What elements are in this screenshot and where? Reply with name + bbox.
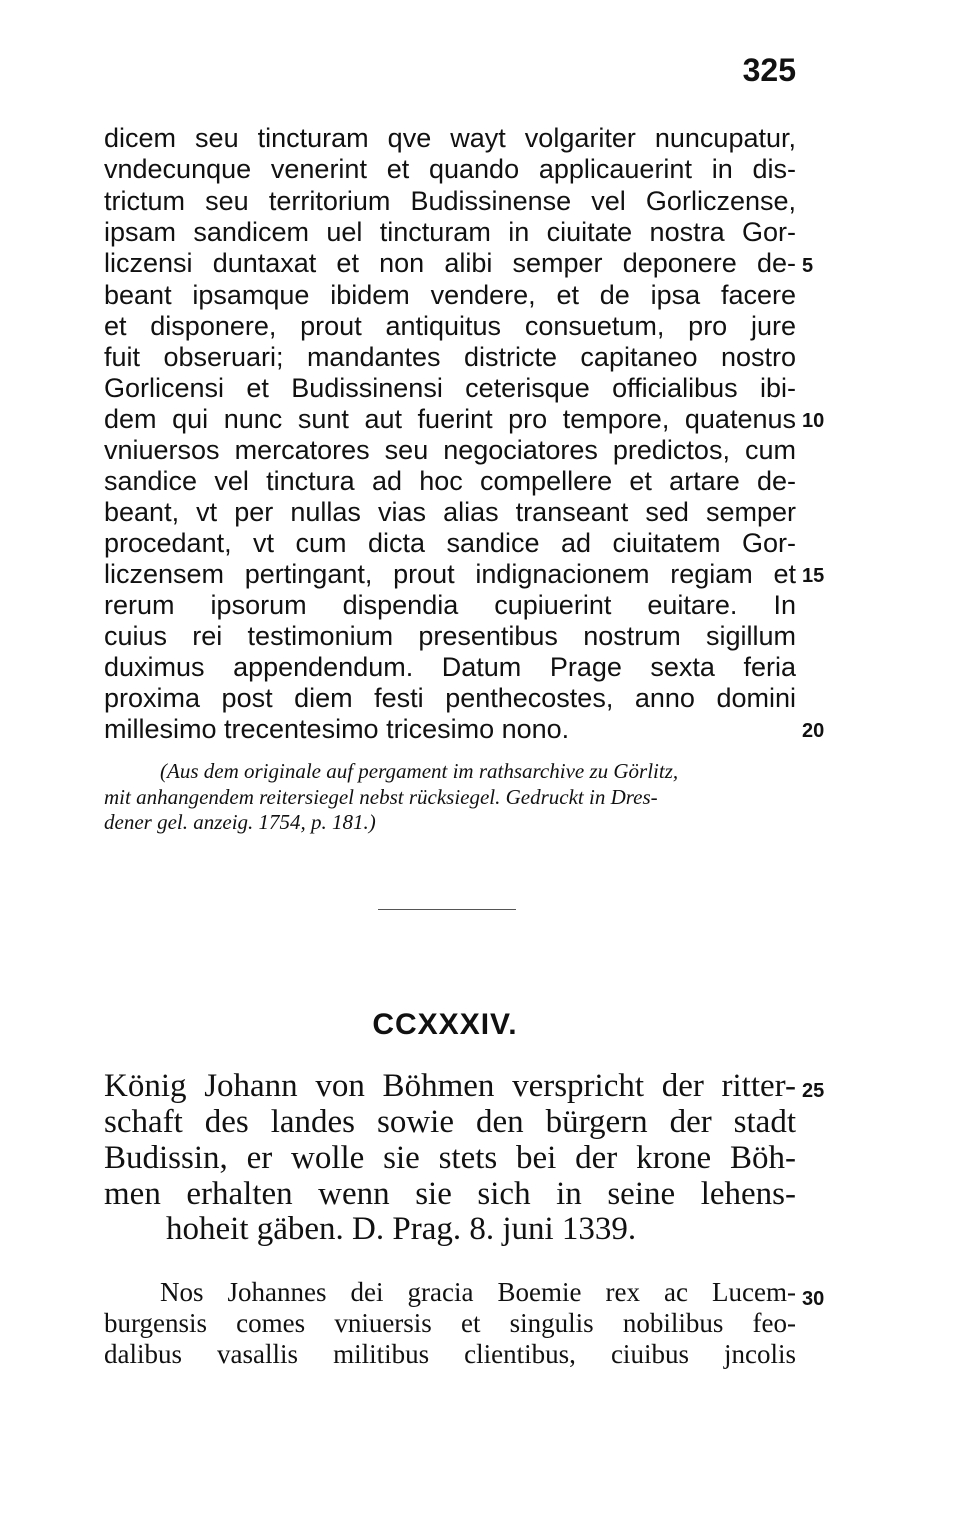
body-line: duximus appendendum. Datum Prage sexta feria <box>104 652 796 682</box>
body-line: sandice vel tinctura ad hoc compellere et artare de- <box>104 466 796 496</box>
body-line: millesimo trecentesimo tricesimo nono. <box>104 714 570 744</box>
heading-line: Budissin, er wolle sie stets bei der krone Böh- <box>104 1140 796 1176</box>
page-number: 325 <box>742 52 796 88</box>
heading-line: hoheit gäben. D. Prag. 8. juni 1339. <box>166 1211 637 1247</box>
line-number: 20 <box>802 720 825 742</box>
body-line: ipsam sandicem uel tincturam in ciuitate nostra Gor- <box>104 217 796 247</box>
body-line: procedant, vt cum dicta sandice ad ciuitatem Gor- <box>104 528 796 558</box>
body-line: vniuersos mercatores seu negociatores predictos, cum <box>104 435 796 465</box>
body-line: liczensi duntaxat et non alibi semper deponere de- <box>104 248 796 278</box>
heading-line: schaft des landes sowie den bürgern der stadt <box>104 1104 796 1140</box>
body-line: dalibus vasallis militibus clientibus, ciuibus jncolis <box>104 1339 796 1369</box>
body-line: dem qui nunc sunt aut fuerint pro tempore, quatenus <box>104 404 796 434</box>
source-note-line: mit anhangendem reitersiegel nebst rücksiegel. Gedruckt in Dres- <box>104 785 658 809</box>
body-line: rerum ipsorum dispendia cupiuerint euitare. In <box>104 590 796 620</box>
source-note-line: (Aus dem originale auf pergament im rathsarchive zu Görlitz, <box>160 759 679 783</box>
section-divider <box>378 909 516 910</box>
body-line: vndecunque venerint et quando applicauerint in dis- <box>104 154 796 184</box>
body-line: burgensis comes vniuersis et singulis nobilibus feo- <box>104 1308 796 1338</box>
body-line: proxima post diem festi penthecostes, anno domini <box>104 683 796 713</box>
body-line: fuit obseruari; mandantes districte capitaneo nostro <box>104 342 796 372</box>
line-number: 15 <box>802 565 825 587</box>
body-line: beant, vt per nullas vias alias transeant sed semper <box>104 497 796 527</box>
body-line: Nos Johannes dei gracia Boemie rex ac Lucem- <box>160 1277 796 1307</box>
heading-line: König Johann von Böhmen verspricht der ritter- <box>104 1068 796 1104</box>
line-number: 30 <box>802 1288 825 1310</box>
body-line: Gorlicensi et Budissinensi ceterisque officialibus ibi- <box>104 373 796 403</box>
body-line: dicem seu tincturam qve wayt volgariter nuncupatur, <box>104 123 796 153</box>
source-note-line: dener gel. anzeig. 1754, p. 181.) <box>104 810 376 834</box>
body-line: cuius rei testimonium presentibus nostrum sigillum <box>104 621 796 651</box>
heading-line: men erhalten wenn sie sich in seine lehens- <box>104 1176 796 1212</box>
body-line: et disponere, prout antiquitus consuetum, pro jure <box>104 311 796 341</box>
line-number: 10 <box>802 410 825 432</box>
line-number: 5 <box>802 255 814 277</box>
line-number: 25 <box>802 1080 825 1102</box>
body-line: beant ipsamque ibidem vendere, et de ipsa facere <box>104 280 796 310</box>
body-line: liczensem pertingant, prout indignacionem regiam et <box>104 559 796 589</box>
body-line: trictum seu territorium Budissinense vel Gorliczense, <box>104 186 796 216</box>
document-number: CCXXXIV. <box>372 1008 518 1041</box>
